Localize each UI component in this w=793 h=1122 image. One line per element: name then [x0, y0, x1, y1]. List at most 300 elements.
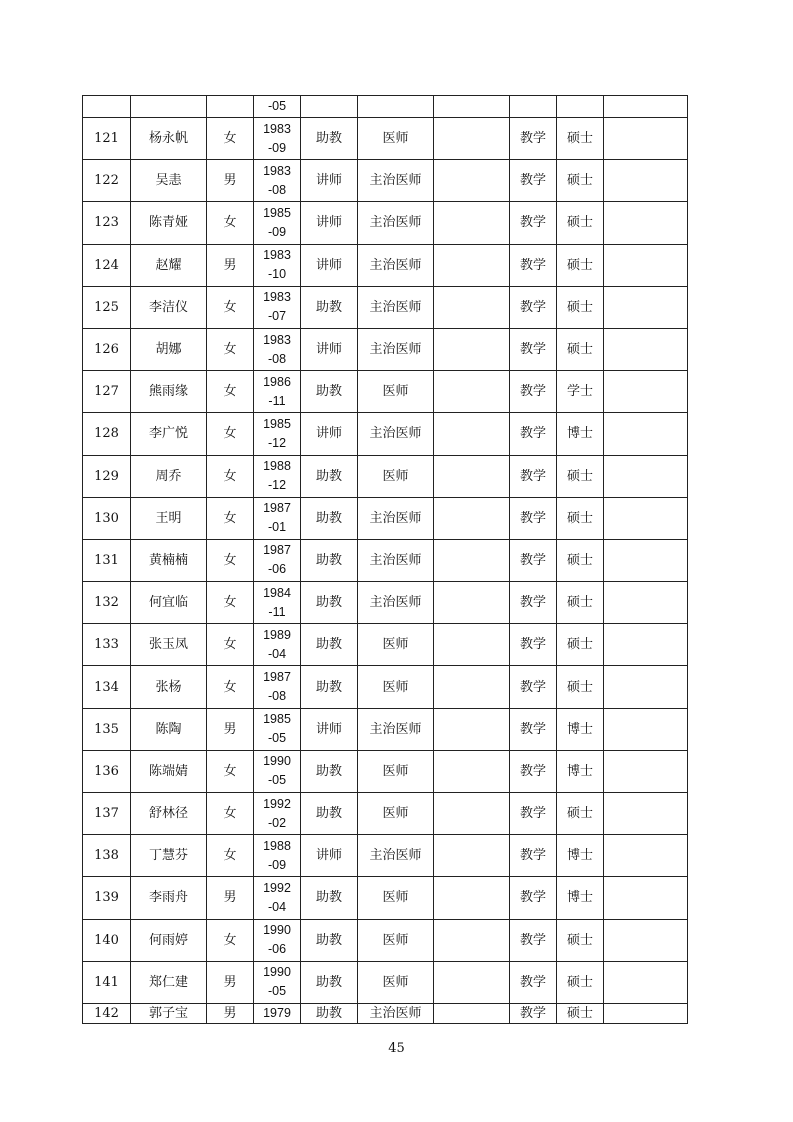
qualification-text: 主治医师	[369, 848, 422, 864]
type-text: 教学	[519, 173, 546, 189]
birth-date-line1: 1983	[263, 121, 291, 136]
no-text: 126	[94, 342, 119, 358]
type-text: 教学	[519, 974, 546, 990]
degree-cell	[557, 539, 604, 581]
title-cell	[301, 961, 358, 1003]
name-text: 陈青娅	[148, 215, 188, 231]
type-cell	[510, 96, 557, 118]
qualification-cell	[358, 793, 434, 835]
no-cell	[83, 961, 131, 1003]
degree-text: 硕士	[566, 679, 593, 695]
note-cell	[604, 835, 688, 877]
birth-date-cell	[254, 202, 301, 244]
birth-date-cell	[254, 118, 301, 160]
degree-cell	[557, 582, 604, 624]
qualification-text: 医师	[382, 806, 409, 822]
extra-cell	[434, 118, 510, 160]
birth-date-cell	[254, 961, 301, 1003]
no-cell	[83, 666, 131, 708]
no-cell	[83, 919, 131, 961]
birth-date-line2: -04	[267, 646, 287, 661]
name-cell	[131, 202, 207, 244]
qualification-cell	[358, 286, 434, 328]
degree-text: 博士	[566, 763, 593, 779]
birth-date-line1: 1987	[263, 670, 291, 685]
extra-cell	[434, 286, 510, 328]
degree-text: 博士	[566, 848, 593, 864]
qualification-cell	[358, 497, 434, 539]
table-row	[83, 666, 688, 708]
qualification-cell	[358, 413, 434, 455]
note-cell	[604, 539, 688, 581]
extra-cell	[434, 371, 510, 413]
name-text: 杨永帆	[148, 131, 188, 147]
gender-text: 女	[223, 468, 237, 484]
type-cell	[510, 961, 557, 1003]
type-text: 教学	[519, 552, 546, 568]
name-text: 舒林径	[148, 806, 188, 822]
degree-cell	[557, 666, 604, 708]
note-cell	[604, 118, 688, 160]
type-text: 教学	[519, 510, 546, 526]
type-cell	[510, 877, 557, 919]
no-text: 125	[94, 299, 119, 315]
degree-text: 硕士	[566, 257, 593, 273]
extra-cell	[434, 793, 510, 835]
type-cell	[510, 1003, 557, 1023]
degree-text: 博士	[566, 721, 593, 737]
type-cell	[510, 666, 557, 708]
note-cell	[604, 244, 688, 286]
qualification-text: 医师	[382, 679, 409, 695]
title-text: 助教	[315, 384, 342, 400]
degree-text: 硕士	[566, 299, 593, 315]
title-text: 助教	[315, 679, 342, 695]
title-cell	[301, 455, 358, 497]
gender-cell	[207, 750, 254, 792]
title-text: 讲师	[315, 426, 342, 442]
qualification-cell	[358, 96, 434, 118]
no-text: 132	[94, 595, 119, 611]
note-cell	[604, 1003, 688, 1023]
note-cell	[604, 961, 688, 1003]
title-cell	[301, 919, 358, 961]
table-row	[83, 497, 688, 539]
qualification-text: 主治医师	[369, 215, 422, 231]
note-cell	[604, 666, 688, 708]
birth-date-line2: -12	[267, 478, 287, 493]
birth-date-line1: 1992	[263, 796, 291, 811]
title-cell	[301, 96, 358, 118]
name-text: 周乔	[155, 468, 182, 484]
name-text: 何雨婷	[148, 932, 188, 948]
title-text: 讲师	[315, 257, 342, 273]
no-text: 133	[94, 637, 119, 653]
degree-cell	[557, 624, 604, 666]
no-cell	[83, 244, 131, 286]
type-cell	[510, 750, 557, 792]
type-text: 教学	[519, 1005, 546, 1021]
birth-date-cell	[254, 371, 301, 413]
birth-date-cell	[254, 877, 301, 919]
type-cell	[510, 118, 557, 160]
birth-date-cell	[254, 1003, 301, 1023]
qualification-text: 医师	[382, 384, 409, 400]
degree-cell	[557, 708, 604, 750]
note-cell	[604, 286, 688, 328]
gender-text: 男	[223, 1005, 237, 1021]
qualification-cell	[358, 202, 434, 244]
birth-date-cell	[254, 539, 301, 581]
degree-text: 硕士	[566, 637, 593, 653]
title-text: 助教	[315, 299, 342, 315]
qualification-cell	[358, 160, 434, 202]
qualification-text: 主治医师	[369, 595, 422, 611]
birth-date-line1: 1987	[263, 543, 291, 558]
name-text: 胡娜	[155, 342, 182, 358]
gender-cell	[207, 371, 254, 413]
degree-cell	[557, 497, 604, 539]
type-text: 教学	[519, 215, 546, 231]
no-text: 129	[94, 468, 119, 484]
birth-date-cell	[254, 582, 301, 624]
birth-date-line1: 1979	[263, 1005, 291, 1020]
qualification-cell	[358, 961, 434, 1003]
birth-date-cell	[254, 328, 301, 370]
title-text: 助教	[315, 974, 342, 990]
extra-cell	[434, 582, 510, 624]
name-cell	[131, 582, 207, 624]
no-text: 139	[94, 890, 119, 906]
no-cell	[83, 708, 131, 750]
degree-text: 硕士	[566, 510, 593, 526]
no-cell	[83, 582, 131, 624]
degree-cell	[557, 835, 604, 877]
note-cell	[604, 413, 688, 455]
title-cell	[301, 582, 358, 624]
gender-cell	[207, 413, 254, 455]
birth-date-line1: 1990	[263, 754, 291, 769]
no-cell	[83, 835, 131, 877]
degree-cell	[557, 328, 604, 370]
gender-text: 女	[223, 131, 237, 147]
name-cell	[131, 455, 207, 497]
degree-cell	[557, 919, 604, 961]
birth-date-line2: -09	[267, 140, 287, 155]
type-text: 教学	[519, 426, 546, 442]
degree-text: 硕士	[566, 595, 593, 611]
name-text: 熊雨缘	[148, 384, 188, 400]
qualification-text: 医师	[382, 763, 409, 779]
birth-date-line2: -09	[267, 224, 287, 239]
table-row	[83, 708, 688, 750]
birth-date-cell	[254, 244, 301, 286]
no-cell	[83, 160, 131, 202]
birth-date-line1: 1989	[263, 627, 291, 642]
title-text: 助教	[315, 1005, 342, 1021]
extra-cell	[434, 835, 510, 877]
table-row-last	[83, 1003, 688, 1023]
name-cell	[131, 666, 207, 708]
note-cell	[604, 708, 688, 750]
name-cell	[131, 118, 207, 160]
title-cell	[301, 371, 358, 413]
qualification-cell	[358, 919, 434, 961]
birth-date-cell	[254, 96, 301, 118]
title-text: 助教	[315, 131, 342, 147]
qualification-text: 主治医师	[369, 342, 422, 358]
gender-cell	[207, 539, 254, 581]
qualification-cell	[358, 582, 434, 624]
qualification-cell	[358, 835, 434, 877]
note-cell	[604, 328, 688, 370]
qualification-text: 医师	[382, 131, 409, 147]
degree-cell	[557, 455, 604, 497]
no-text: 123	[94, 215, 119, 231]
qualification-cell	[358, 708, 434, 750]
name-text: 张杨	[155, 679, 182, 695]
degree-text: 硕士	[566, 932, 593, 948]
no-text: 137	[94, 806, 119, 822]
name-text: 丁慧芬	[148, 848, 188, 864]
extra-cell	[434, 877, 510, 919]
birth-date-line2: -02	[267, 815, 287, 830]
birth-date-cell	[254, 666, 301, 708]
gender-text: 女	[223, 806, 237, 822]
title-text: 讲师	[315, 173, 342, 189]
name-text: 李洁仪	[148, 299, 188, 315]
title-cell	[301, 118, 358, 160]
note-cell	[604, 202, 688, 244]
name-text: 陈端婧	[148, 763, 188, 779]
type-cell	[510, 413, 557, 455]
title-cell	[301, 244, 358, 286]
gender-text: 男	[223, 257, 237, 273]
gender-text: 男	[223, 890, 237, 906]
qualification-text: 主治医师	[369, 173, 422, 189]
birth-date-line1: 1985	[263, 416, 291, 431]
title-cell	[301, 413, 358, 455]
type-cell	[510, 539, 557, 581]
gender-cell	[207, 118, 254, 160]
name-cell	[131, 961, 207, 1003]
extra-cell	[434, 708, 510, 750]
birth-date-line1: 1984	[263, 585, 291, 600]
title-cell	[301, 750, 358, 792]
birth-date-line2: -06	[267, 562, 287, 577]
degree-text: 硕士	[566, 131, 593, 147]
title-cell	[301, 793, 358, 835]
no-text: 121	[94, 131, 119, 147]
qualification-cell	[358, 455, 434, 497]
birth-date-cell	[254, 708, 301, 750]
birth-date-line1: 1983	[263, 163, 291, 178]
gender-cell	[207, 328, 254, 370]
name-cell	[131, 919, 207, 961]
type-cell	[510, 624, 557, 666]
degree-text: 博士	[566, 426, 593, 442]
gender-text: 女	[223, 637, 237, 653]
title-cell	[301, 202, 358, 244]
title-text: 助教	[315, 763, 342, 779]
note-cell	[604, 455, 688, 497]
gender-cell	[207, 582, 254, 624]
name-text: 郭子宝	[148, 1005, 188, 1021]
degree-cell	[557, 286, 604, 328]
no-text: 135	[94, 721, 119, 737]
birth-date-line1: 1985	[263, 712, 291, 727]
type-text: 教学	[519, 468, 546, 484]
name-cell	[131, 497, 207, 539]
birth-date-cell	[254, 793, 301, 835]
name-cell	[131, 750, 207, 792]
extra-cell	[434, 160, 510, 202]
gender-text: 女	[223, 595, 237, 611]
birth-date-line1: 1990	[263, 965, 291, 980]
gender-text: 女	[223, 426, 237, 442]
name-cell	[131, 835, 207, 877]
type-text: 教学	[519, 932, 546, 948]
extra-cell	[434, 961, 510, 1003]
gender-cell	[207, 286, 254, 328]
birth-date-line1: 1987	[263, 501, 291, 516]
degree-text: 硕士	[566, 1005, 593, 1021]
title-text: 讲师	[315, 848, 342, 864]
page-number: 45	[388, 1041, 405, 1056]
extra-cell	[434, 202, 510, 244]
qualification-text: 主治医师	[369, 510, 422, 526]
name-cell	[131, 371, 207, 413]
qualification-text: 主治医师	[369, 257, 422, 273]
gender-text: 女	[223, 848, 237, 864]
table-row	[83, 455, 688, 497]
name-cell	[131, 708, 207, 750]
type-text: 教学	[519, 257, 546, 273]
type-cell	[510, 708, 557, 750]
type-cell	[510, 371, 557, 413]
no-cell	[83, 371, 131, 413]
birth-date-line2: -08	[267, 351, 287, 366]
title-text: 助教	[315, 595, 342, 611]
extra-cell	[434, 455, 510, 497]
extra-cell	[434, 750, 510, 792]
gender-text: 女	[223, 299, 237, 315]
no-text: 138	[94, 848, 119, 864]
name-cell	[131, 328, 207, 370]
name-cell	[131, 244, 207, 286]
degree-cell	[557, 961, 604, 1003]
birth-date-line2: -07	[267, 309, 287, 324]
title-cell	[301, 497, 358, 539]
no-cell	[83, 877, 131, 919]
title-cell	[301, 1003, 358, 1023]
birth-date-line2: -04	[267, 899, 287, 914]
extra-cell	[434, 244, 510, 286]
title-text: 助教	[315, 890, 342, 906]
title-cell	[301, 666, 358, 708]
note-cell	[604, 750, 688, 792]
birth-date-line2: -05	[267, 984, 287, 999]
no-text: 142	[94, 1005, 119, 1021]
degree-cell	[557, 413, 604, 455]
degree-text: 硕士	[566, 342, 593, 358]
type-text: 教学	[519, 890, 546, 906]
gender-text: 女	[223, 932, 237, 948]
qualification-cell	[358, 666, 434, 708]
table-row	[83, 582, 688, 624]
degree-cell	[557, 96, 604, 118]
qualification-cell	[358, 371, 434, 413]
name-text: 陈陶	[155, 721, 182, 737]
note-cell	[604, 919, 688, 961]
type-cell	[510, 793, 557, 835]
no-text: 140	[94, 932, 119, 948]
gender-cell	[207, 624, 254, 666]
birth-date-line1: 1988	[263, 838, 291, 853]
gender-cell	[207, 1003, 254, 1023]
birth-date-line2: -08	[267, 182, 287, 197]
note-cell	[604, 160, 688, 202]
gender-text: 女	[223, 215, 237, 231]
table-row	[83, 244, 688, 286]
type-text: 教学	[519, 721, 546, 737]
birth-date-line2: -09	[267, 857, 287, 872]
birth-date-cell	[254, 919, 301, 961]
type-cell	[510, 497, 557, 539]
type-cell	[510, 286, 557, 328]
title-cell	[301, 160, 358, 202]
title-text: 助教	[315, 932, 342, 948]
birth-date-line1: 1983	[263, 290, 291, 305]
title-cell	[301, 835, 358, 877]
table-row	[83, 539, 688, 581]
extra-cell	[434, 666, 510, 708]
degree-cell	[557, 244, 604, 286]
degree-text: 硕士	[566, 552, 593, 568]
no-cell	[83, 750, 131, 792]
type-cell	[510, 244, 557, 286]
birth-date-line2: -10	[267, 267, 287, 282]
extra-cell	[434, 919, 510, 961]
title-cell	[301, 539, 358, 581]
table-row	[83, 877, 688, 919]
name-cell	[131, 413, 207, 455]
type-text: 教学	[519, 637, 546, 653]
degree-text: 学士	[566, 384, 593, 400]
qualification-text: 主治医师	[369, 1005, 422, 1021]
gender-text: 男	[223, 974, 237, 990]
qualification-cell	[358, 1003, 434, 1023]
degree-cell	[557, 202, 604, 244]
table-row	[83, 371, 688, 413]
note-cell	[604, 96, 688, 118]
title-cell	[301, 624, 358, 666]
gender-cell	[207, 708, 254, 750]
gender-cell	[207, 793, 254, 835]
title-text: 助教	[315, 468, 342, 484]
gender-text: 女	[223, 552, 237, 568]
type-cell	[510, 582, 557, 624]
note-cell	[604, 371, 688, 413]
table-row	[83, 793, 688, 835]
note-cell	[604, 624, 688, 666]
no-text: 127	[94, 384, 119, 400]
qualification-text: 主治医师	[369, 552, 422, 568]
title-cell	[301, 286, 358, 328]
birth-date-line1: 1983	[263, 248, 291, 263]
type-cell	[510, 202, 557, 244]
type-text: 教学	[519, 806, 546, 822]
